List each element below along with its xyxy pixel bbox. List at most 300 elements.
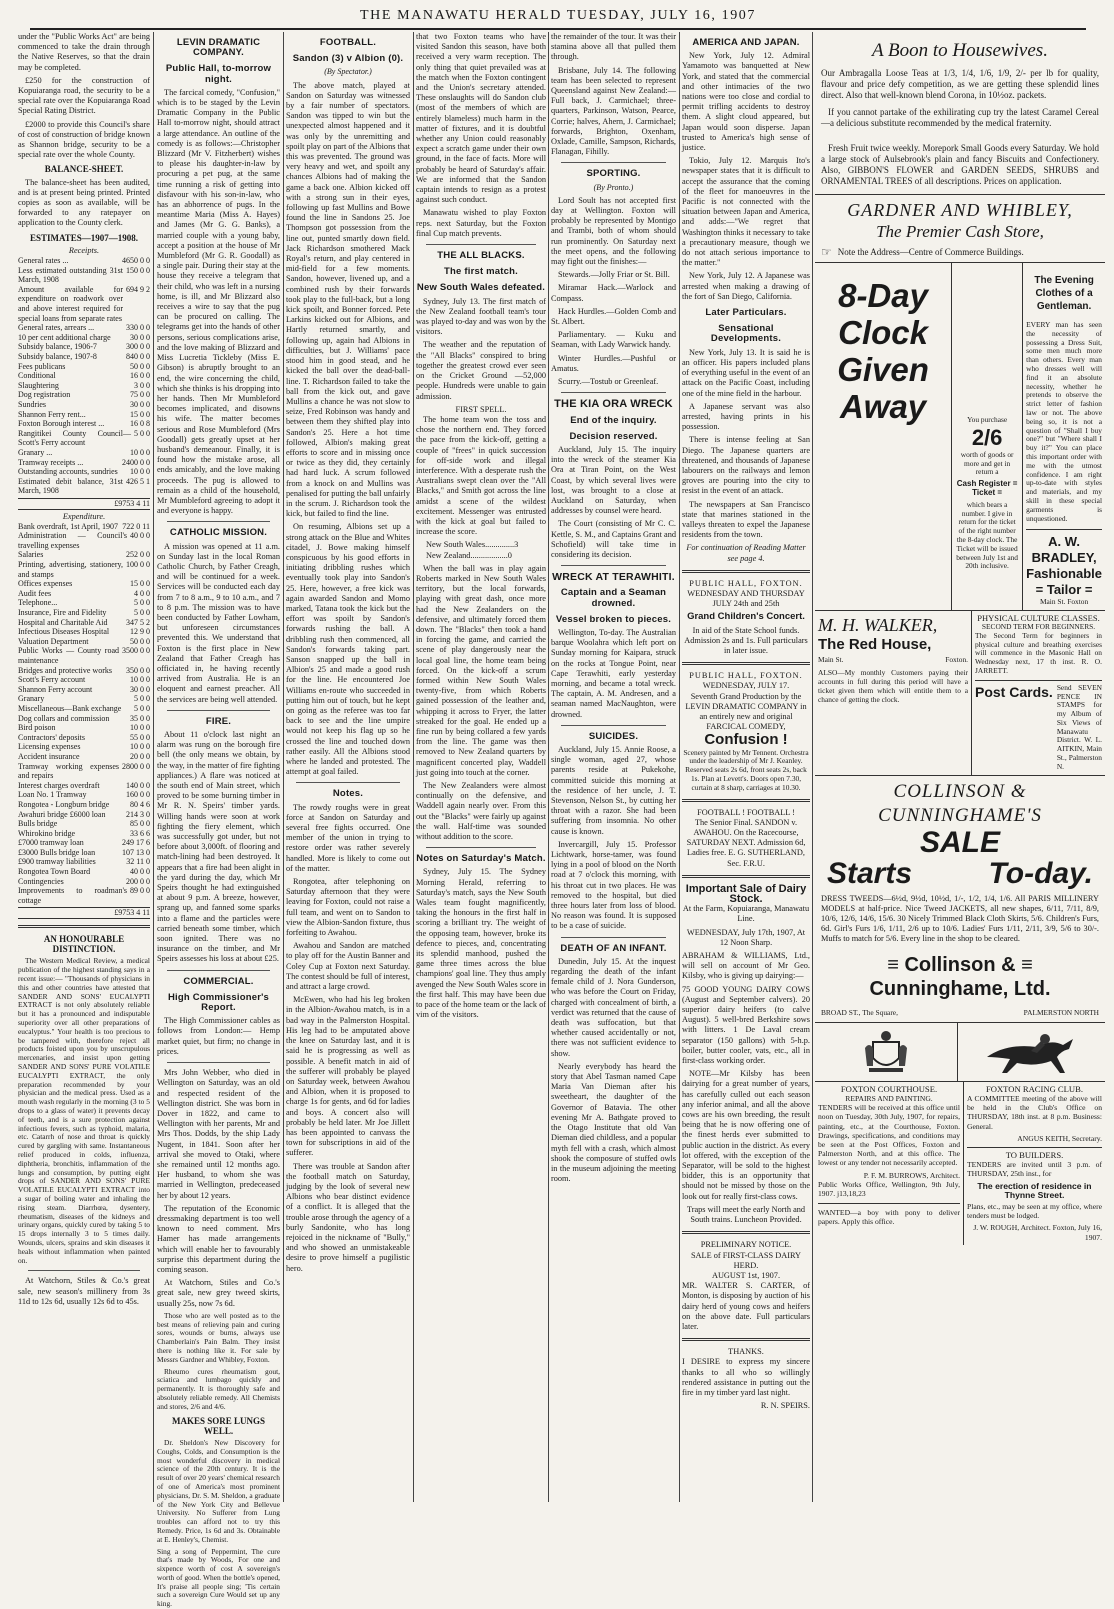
- paragraph: Hack Hurdles.—Golden Comb and St. Albert.: [551, 307, 676, 327]
- ad-title: Post Cards.: [975, 684, 1053, 772]
- table-row: [18, 458, 150, 468]
- row-amount: 55 0 0: [127, 733, 150, 743]
- row-amount: 30 0 0: [127, 333, 150, 343]
- ad-date: WEDNESDAY, JULY 17.: [682, 681, 810, 691]
- row-label: Rangitikei County Council—Scott's Ferry account: [18, 429, 131, 448]
- table-row: [18, 477, 150, 496]
- row-amount: 10 0 0: [127, 448, 150, 458]
- paragraph: At Watchorn, Stiles and Co.'s great sale, new grey tweed skirts, usually 25s, now 7s 6d.: [157, 1278, 280, 1309]
- row-label: Granary ...: [18, 448, 52, 458]
- table-row: [18, 531, 150, 550]
- row-amount: 100 0 0: [123, 560, 150, 579]
- paragraph: The above match, played at Sandon on Saturday was witnessed by a fair number of spectators. Sandon was tipped to win but the unexpected almost happened and it was only by the unremitting and spoilt play on part of the Albions that this was prevented. The ground was very heavy and wet, and spoilt any chances Albions had of making the game a back one. Albion kicked off with a strong sun in their eyes, following up fast Mullins and Bowe found the line in Sandons 25. Joe Thompson got possession from the line out, punted smartly down field. Jack Richardson smothered Mack Royal's return, and play centered in mid-field for a few moments. Sandon, however, livened up, and a combined rush by their forwards took play to the full-back, but a long kick spoilt, and Bonner forced. Pete Larkins kicked out for Albions, and Hartly returned smartly, and following up, again had Albions in difficulties, but J. Williams' pace stood him in good stead, and he kicked the ball over the dead-ball-line. T. Richardson failed to take the ball from the kick out, and gave Mullins a chance he was not slow to seize, Fred Robinson was handy and between them they shifted play into Sandon's 25. Here a hot time followed, Albion's making great efforts to score and in missing once or twice as they did, they certainly had hard luck. A scrum followed from a knock on and Mullins was penalised for putting the ball unfairly in the scrum. J. Richardson took the kick, but failed to find the line.: [286, 81, 410, 520]
- table-row: [18, 333, 150, 343]
- row-label: Salaries: [18, 550, 43, 560]
- section-subheading: High Commissioner's Report.: [157, 993, 280, 1013]
- score-line: New Zealand..................0: [416, 551, 546, 561]
- row-amount: 722 0 11: [119, 522, 150, 532]
- table-row: [18, 579, 150, 589]
- verse: Sing a song of Peppermint, The cure that's made by Woods, For one and sixpence worth of cost A sovereign's worth of good. When the bottle's opened, It's praise all people sing; 'Tis certain such a sovereign Cure Would set up any king.: [157, 1548, 280, 1609]
- row-label: Insurance, Fire and Fidelity: [18, 608, 106, 618]
- paragraph: The home team won the toss and chose the northern end. They forced the pace from the kick-off, getting a couple of "frees" in quick succession for off-side work and illegal interference. With a desperate rush the Australians swept clean over the "All Blacks," and Smith got across the line amidst a scene of the wildest excitement. Messenger was entrusted with the kick at goal but failed to increase the score.: [416, 415, 546, 537]
- ad-text: WANTED—a boy with pony to deliver papers. Apply this office.: [818, 1208, 960, 1226]
- row-label: Contingencies: [18, 877, 64, 887]
- table-row: [18, 410, 150, 420]
- section-subheading: Sensational Developments.: [682, 324, 810, 344]
- row-label: Shannon Ferry account: [18, 685, 92, 695]
- table-row: [18, 877, 150, 887]
- ad-text: Scenery painted by Mr Tennent. Orchestra under the leadership of Mr J. Keanley. Reserved seats 2s 6d, front seats 2s, back 1s. Plan at Levett's. Doors open 7.30, curtain at 8 sharp, carriages at 10.30.: [682, 749, 810, 793]
- address-line: [821, 1007, 1099, 1018]
- table-row: [18, 400, 150, 410]
- ad-builders: [967, 1147, 1102, 1242]
- ad-text: 75 GOOD YOUNG DAIRY COWS (August and September calvers). 20 superior dairy heifers (to calve August). 5 well-bred Berkshire sows with litters. 1 De Laval cream separator (150 gallons) with 5-h.p. boiler, butter cooler, vats, etc., all in first-class working order.: [682, 985, 810, 1067]
- paragraph: the remainder of the tour. It was their stamina above all that pulled them through.: [551, 32, 676, 63]
- table-row: [18, 714, 150, 724]
- ad-text: Main St. Foxton: [1026, 598, 1102, 607]
- row-amount: 249 17 6: [119, 838, 150, 848]
- ad-text: I DESIRE to express my sincere thanks to all who so willingly rendered assistance in putting out the fire in my timber yard last night.: [682, 1357, 810, 1398]
- section-heading: THE ALL BLACKS.: [416, 251, 546, 261]
- ad-text: The Senior Final. SANDON v. AWAHOU. On the Racecourse, SATURDAY NEXT. Admission 6d, Ladies free. E. G. SUTHERLAND, Sec. F.R.U.: [682, 818, 810, 869]
- paragraph: £2000 to provide this Council's share of cost of construction of bridge known as Shannon bridge, security to be a special rate over the whole County.: [18, 120, 150, 161]
- table-row: [18, 256, 150, 266]
- table-row: [18, 266, 150, 285]
- table-row: [18, 752, 150, 762]
- row-label: Dog collars and commission: [18, 714, 109, 724]
- ad-title: A. W. BRADLEY,: [1026, 534, 1102, 566]
- ad-date: AUGUST 1st, 1907.: [682, 1271, 810, 1281]
- row-amount: 300 0 0: [123, 342, 150, 352]
- row-amount: 15 0 0: [127, 579, 150, 589]
- price-value: 2/6: [955, 425, 1019, 451]
- paragraph: The farcical comedy, "Confusion," which is to be staged by the Levin Dramatic Company in the Public Hall to-morrow night, should attract a large attendance. An outline of the comedy is as follows:—Christopher Blizzard (Mr V. Fitzherbert) wishes to please his daughter-in-law by procuring a pet pug, at the same time running a risk of getting into disfavour with his son-in-law, who has an abhorrence of pugs. In the meantime Maria (Miss A. Hayes) and James (Mr G. G. Banks), a married couple with a young baby, accept a position at the house of Mr Mumbleford (Mr G. R. Goodall) as a single pair. During their stay at the house they receive a telegram that their child, who was left in a nursing home, is ill, and Mr Blizzard also receives a wire to say that the pug can be procured on calling. The telegrams get into the hands of other persons, serious complications arise, and the love making of Blizzard and Miss Lucretia Tickleby (Miss E. Gibson) is abruptly brought to an end, the wire concerning the child, which she thinks is his dropping into her hands. Then Mr Mumbleford becomes implicated, and disowns his wife. The matter becomes serious and Rose Mumbleford (Mrs Goodall) gets greatly upset at her husband's demeanour. Finally, it is found how the mistake arose, all ends amicably, and the love making proceeds. The pug is allowed to remain as a child of the household, Mr Mumbleford agreeing to adopt it and everyone is happy.: [157, 88, 280, 517]
- table-row: [18, 560, 150, 579]
- row-amount: 214 3 0: [123, 810, 150, 820]
- ad-evening-clothes: [1023, 263, 1105, 610]
- row-amount: 30 0 0: [127, 685, 150, 695]
- row-label: Bird poison: [18, 723, 56, 733]
- ad-text: In aid of the State School funds. Admission 2s and 1s. Full particulars in later issue.: [682, 626, 810, 657]
- paragraph: The Court (consisting of Mr C. C. Kettle, S. M., and Captains Grant and Schofield) will take time in considering its decision.: [551, 519, 676, 560]
- row-amount: 150 0 0: [123, 266, 150, 285]
- section-heading: COMMERCIAL.: [157, 977, 280, 987]
- ad-post-cards: [975, 680, 1102, 772]
- row-amount: 140 0 0: [123, 781, 150, 791]
- clock-title-line: 8-Day: [819, 277, 947, 314]
- row-amount: 426 5 1: [123, 477, 150, 496]
- table-row: [18, 618, 150, 628]
- table-row: [18, 342, 150, 352]
- column-4: [416, 32, 546, 1502]
- clock-title-line: Clock: [819, 314, 947, 351]
- row-label: Less estimated outstanding 31st March, 1908: [18, 266, 123, 285]
- section-subheading: Captain and a Seaman drowned.: [551, 588, 676, 608]
- row-amount: 75 0 0: [127, 390, 150, 400]
- paragraph: The New Zealanders were almost continually on the defensive, and Waddell again nearly over. From this out the "Blacks" were fairly up against the wall. Half-time was sounded without addition to the score.: [416, 781, 546, 842]
- ad-text: The Second Term for beginners in physical culture and breathing exercises will commence in the Masonic Hall on Wednesday next, 17 th inst. R. O. JARRETT.: [975, 632, 1102, 676]
- row-label: Whirokino bridge: [18, 829, 75, 839]
- row-amount: 10 0 0: [127, 742, 150, 752]
- row-amount: 20 0 0: [127, 752, 150, 762]
- row-label: £3000 Bulls bridge loan: [18, 848, 95, 858]
- row-label: Miscellaneous—Bank exchange: [18, 704, 121, 714]
- racehorse-icon: [958, 1023, 1105, 1081]
- ad-title: Starts: [827, 858, 912, 890]
- paragraph: Stewards.—Jolly Friar or St. Bill.: [551, 270, 676, 280]
- signature: ANGUS KEITH, Secretary.: [967, 1134, 1102, 1143]
- ad-heading: AN HONOURABLE DISTINCTION.: [18, 934, 150, 954]
- total-row: £9753 4 11: [18, 498, 150, 510]
- ad-title: FOXTON RACING CLUB.: [967, 1085, 1102, 1094]
- ad-date: WEDNESDAY, July 17th, 1907, At 12 Noon Sharp.: [682, 928, 810, 948]
- row-amount: 252 0 0: [123, 550, 150, 560]
- paragraph: Rongotea, after telephoning on Saturday afternoon that they were leaving for Foxton, could not raise a full team, and went on to Sandon to view the Albion-Sandon fixture, thus forfeiting to Awahou.: [286, 877, 410, 938]
- row-label: Public Works — County road maintenance: [18, 646, 119, 665]
- table-row: [18, 800, 150, 810]
- section-subheading: Vessel broken to pieces.: [551, 615, 676, 625]
- table-row: [18, 419, 150, 429]
- section-heading: ESTIMATES—1907—1908.: [18, 233, 150, 243]
- table-row: [18, 838, 150, 848]
- paragraph: Those who are well posted as to the best means of relieving pain and curing sores, wounds or burns, always use Chamberlain's Pain Balm. They insist there is nothing like it. For sale by Messrs Gardner and Whibley, Foxton.: [157, 1312, 280, 1365]
- ad-text: At the Farm, Kopuiaranga, Manawatu Line.: [682, 904, 810, 924]
- ad-title: M. H. WALKER,: [818, 614, 968, 636]
- row-label: Foxton Borough interest ...: [18, 419, 104, 429]
- ad-title: Important Sale of Dairy Stock.: [682, 884, 810, 904]
- row-amount: 85 0 0: [127, 819, 150, 829]
- paragraph: About 11 o'clock last night an alarm was rung on the borough fire bell (the only means we obtain, by the way, in the matter of fire fighting appliances.) A flare was noticed at the south end of Main street, which proved to be some burning timber in Mr R. N. Speirs' timber yards. Willing hands were soon at work fighting the fiery element, which was successfully got under, but not before about 3,000ft. of flooring and match-lining had been destroyed. It appears that a fire had been alight in the yard during the day, which Mr Speirs thought he had extinguished at about 9 p.m. A breeze, however, sprang up, and fanned some sparks into a flame and the particles were carried beneath some timber, which soon ignited. There was no insurance on the timber, and Mr Speirs assesses his loss at about £25.: [157, 730, 280, 965]
- signature: R. N. SPEIRS.: [682, 1401, 810, 1411]
- address-line: [818, 654, 968, 665]
- clock-title-line: Given: [819, 351, 947, 388]
- ad-bradley: [1026, 529, 1102, 607]
- pointing-hand-icon: ☞: [821, 247, 832, 258]
- table-row: [18, 467, 150, 477]
- row-amount: 80 4 6: [127, 800, 150, 810]
- ad-title: PHYSICAL CULTURE CLASSES.: [975, 614, 1102, 623]
- row-label: Awahuri bridge £6000 loan: [18, 810, 105, 820]
- paragraph: Dr. Sheldon's New Discovery for Coughs, Colds, and Consumption is the most wonderful discovery in medical science of the 20th century. It is the result of over 20 years' chemical research of one of America's most prominent physicians, Dr. S. M. Sheldon, a graduate of the New York City and Bellevue University. No Sufferer from Lung troubles can afford not to try this Remedy. Price, 1s 6d and 3s. Obtainable at E. Henley's, Chemist.: [157, 1439, 280, 1545]
- section-subheading: End of the inquiry.: [551, 416, 676, 426]
- row-amount: 50 0 0: [127, 362, 150, 372]
- row-label: Offices expenses: [18, 579, 72, 589]
- row-amount: 4 0 0: [131, 589, 150, 599]
- row-amount: 89 0 0: [127, 886, 150, 905]
- ad-title: = Tailor =: [1026, 582, 1102, 598]
- section-heading: AMERICA AND JAPAN.: [682, 38, 810, 48]
- paragraph: Awahou and Sandon are matched to play off for the Austin Banner and Coley Cup at Foxton next Saturday. The contest should be full of interest, and attract a large crowd.: [286, 941, 410, 992]
- ad-text: Plans, etc., may be seen at my office, where tenders must be lodged.: [967, 1202, 1102, 1220]
- column-rule: [679, 32, 680, 1502]
- ad-title: COLLINSON & CUNNINGHAME'S: [821, 780, 1099, 828]
- paragraph: On resuming, Albions set up a strong attack on the Blue and Whites citadel, J. Bowe making himself conspicuous by his good efforts in initiating dribbling rushes which eventually took play into Sandon's 25. Here, however, a free kick was again awarded Sandon and Momo marked, Tatana took the kick but the effort was spoilt by Sandon's forwards rushing the ball. A dribbling rush then commenced, all Sandon's forwards taking part. Sanson snapped up the ball in Albion's 25 and made a good rush for the line. He encountered Joe Williams en-route who succeeded in putting him out of touch, but he kept on going as the referee was too far back to see and the line umpire would not keep his flag up so he crossed the line and touched down rather easily. All the Albions stood where he landed and protested. The attempt at goal failed.: [286, 522, 410, 777]
- row-label: General rates, arrears ...: [18, 323, 94, 333]
- row-label: Subsidy balance, 1906-7: [18, 342, 97, 352]
- row-label: General rates ...: [18, 256, 68, 266]
- row-label: Bridges and protective works: [18, 666, 112, 676]
- row-label: Administration — Council's travelling expenses: [18, 531, 127, 550]
- row-label: Tramway working expenses and repairs: [18, 762, 119, 781]
- receipts-table: [18, 256, 150, 496]
- row-label: Rongotea - Longburn bridge: [18, 800, 109, 810]
- section-heading: THE KIA ORA WRECK: [551, 399, 676, 409]
- paragraph: Miramar Hack.—Warlock and Compass.: [551, 283, 676, 303]
- section-subheading: The first match.: [416, 267, 546, 277]
- section-heading: CATHOLIC MISSION.: [157, 528, 280, 538]
- ad-title: To-day.: [989, 858, 1093, 890]
- paragraph: that two Foxton teams who have visited Sandon this season, have both received a very warm reception. The only thing that quiet prevailed was at the match when the Foxton contingent and the Union's secretary attended. These onslaughts will do Sandon club (most of the members of which are entirely blameless) much harm in the matter of fixtures, and it is doubtful whether any Union could reasonably expect a scratch game under their own ground, in the face of facts. More will probably be heard of Saturday's affair. We are informed that the Sandon captain intends to resign as a protest against such conduct.: [416, 32, 546, 205]
- ad-courthouse: [815, 1082, 964, 1245]
- table-row: [18, 627, 150, 637]
- ad-text: Traps will meet the early North and South trains. Luncheon Provided.: [682, 1205, 810, 1225]
- ad-text: TENDERS will be received at this office until noon on Tuesday, 30th July, 1907, for repairs, painting, etc., at the Courthouse, Foxton. Drawings, specifications, and conditions may be seen at the Post Offices, Foxton and Palmerston North, and at this office. The lowest or any tender not necessarily accepted.: [818, 1103, 960, 1167]
- paragraph: New York, July 12. A Japanese was arrested when making a drawing of the fort of San Diego, California.: [682, 271, 810, 302]
- table-row: [18, 448, 150, 458]
- row-amount: 16 0 0: [127, 371, 150, 381]
- column-rule: [413, 32, 414, 1502]
- row-amount: 200 0 0: [123, 877, 150, 887]
- row-label: Printing, advertising, stationery, and stamps: [18, 560, 123, 579]
- row-amount: 5 0 0: [131, 429, 150, 448]
- expenditure-table: [18, 522, 150, 906]
- ad-text: You purchase: [955, 416, 1019, 425]
- address-line: [821, 247, 1099, 258]
- table-row: [18, 762, 150, 781]
- row-label: Tramway receipts ...: [18, 458, 83, 468]
- table-row: [18, 829, 150, 839]
- row-label: Audit fees: [18, 589, 51, 599]
- ad-title: Grand Children's Concert.: [682, 612, 810, 622]
- table-row: [18, 867, 150, 877]
- ad-clock-tailor: [815, 263, 1105, 611]
- ad-title-line: [821, 858, 1099, 890]
- column-3: [286, 32, 410, 1502]
- table-row: [18, 646, 150, 665]
- ad-title: FOXTON COURTHOUSE.: [818, 1085, 960, 1094]
- column-rule: [283, 32, 284, 1502]
- table-row: [18, 637, 150, 647]
- ad-text: Send SEVEN PENCE IN STAMPS for my Album of Six Views of Manawatu District. W. L. AITKIN, Main St., Palmerston N.: [1057, 684, 1102, 772]
- ad-wanted: [818, 1203, 960, 1226]
- column-rule: [548, 32, 549, 1502]
- ad-title: TO BUILDERS.: [967, 1151, 1102, 1160]
- ad-title: GARDNER AND WHIBLEY,: [821, 199, 1099, 221]
- paragraph: Wellington, To-day. The Australian barque Woolahra which left port on Sunday morning for Kaipara, struck on the rocks at Tongue Point, near Cape Terawhiti, early yesterday morning, and became a total wreck. The captain, A. M. Andresen, and a seaman named MacNaughton, were drowned.: [551, 628, 676, 720]
- row-label: Conditional: [18, 371, 56, 381]
- row-amount: 347 5 2: [123, 618, 150, 628]
- paragraph: Parliamentary. — Kuku and Seaman, with Lady Warwick handy.: [551, 330, 676, 350]
- section-heading: BALANCE-SHEET.: [18, 164, 150, 174]
- ad-collinson-sale: [815, 776, 1105, 1023]
- table-row: [18, 733, 150, 743]
- section-heading: Notes.: [286, 789, 410, 799]
- row-label: Sundries: [18, 400, 46, 410]
- row-amount: 50 0 0: [127, 637, 150, 647]
- row-amount: 5 0 0: [131, 694, 150, 704]
- masthead: THE MANAWATU HERALD TUESDAY, JULY 16, 1907: [30, 8, 1086, 30]
- table-row: [18, 371, 150, 381]
- paragraph: Auckland, July 15. Annie Roose, a single woman, aged 27, whose parents reside at Pukekohe, committed suicide this morning at the residence of her uncle, J. T. Stevenson, Nelson St., by cutting her throat with a razor. She had been suffering from insomnia. No other cause is known.: [551, 745, 676, 837]
- paragraph: Nearly everybody has heard the story that Abel Tasman named Cape Maria Van Dieman after his sweetheart, the daughter of the Governor of Batavia. The other evening Mr A. Bathgate proved to the Otago Institute that old Van Dieman died childless, and a popular myth fell with a crash, which almost shook the composure of stuffed owls in the museum adjoining the meeting room.: [551, 1062, 676, 1184]
- ad-text: BROAD ST., The Square,: [821, 1007, 898, 1018]
- ad-price: [952, 263, 1023, 610]
- paragraph: New York, July 12. Admiral Yamamoto was banquetted at New York, and stated that the commercial and other intimacies of the two nations were too close and cordial to permit trifling accidents to destroy them. A slight cloud appeared, but Japan would soon disperse. Japan trusted to America's high sense of justice.: [682, 51, 810, 153]
- row-amount: 3500 0 0: [119, 646, 150, 665]
- section-subheading: New South Wales defeated.: [416, 283, 546, 293]
- coat-of-arms-icon: [815, 1023, 958, 1081]
- paragraph: The rowdy roughs were in great force at Sandon on Saturday and several free fights occurred. One member of the union in trying to restore order was rather severely handled. More is likely to come out of the matter.: [286, 803, 410, 874]
- row-label: £7000 tramway loan: [18, 838, 84, 848]
- row-amount: 12 9 0: [127, 627, 150, 637]
- section-heading: Notes on Saturday's Match.: [416, 854, 546, 864]
- table-row: [18, 704, 150, 714]
- column-2: [157, 32, 280, 1502]
- row-label: Scott's Ferry account: [18, 675, 85, 685]
- ad-heading: THANKS.: [682, 1347, 810, 1357]
- row-label: Bulls bridge: [18, 819, 57, 829]
- table-row: [18, 685, 150, 695]
- row-amount: 35 0 0: [127, 714, 150, 724]
- row-amount: 3 0 0: [131, 381, 150, 391]
- clock-title: [819, 277, 947, 425]
- receipts-label: Receipts.: [18, 246, 150, 256]
- paragraph: A mission was opened at 11 a.m. on Sunday last in the local Roman Catholic Church, by Father Creagh, and will be continued for a week. Services will be conducted each day from 7 to 8 a.m., 9 to 10 a.m., and 7 to 8 p.m. The mission was to have been conducted by Father Lowham, but unforeseen circumstances prevented this. We understand that Foxton is the first place in New Zealand that Father Creagh has officiated in, he having recently arrived from Australia. He is an eloquent and earnest preacher. All the services are being well attended.: [157, 542, 280, 705]
- table-row: [18, 323, 150, 333]
- paragraph: Lord Soult has not accepted first day at Wellington. Foxton will probably be represented by Montigo and Trambi, both of whom should run prominently. On Saturday next the meet opens, and the following may fight out the finishes:—: [551, 196, 676, 267]
- table-row: [18, 362, 150, 372]
- paragraph: McEwen, who had his leg broken in the Albion-Awahou match, is in a bad way in the Palmerston Hospital. His leg had to be amputated above the knee on Saturday last, and it is said he is progressing as well as possible. A benefit match in aid of the sufferer will probably be played on Saturday week, between Awahou and Albion, when it is proposed to charge 1s for gents, and 6d for ladies and boys. A concert also will probably be held later. Mr Joe Jillett has been appointed to canvass the town for subscriptions in aid of the sufferer.: [286, 995, 410, 1158]
- table-row: [18, 694, 150, 704]
- paragraph: Rheumo cures rheumatism gout, sciatica and lumbago quickly and permanently. It is thoroughly safe and absolutely reliable remedy. All Chemists and stores, 2/6 and 4/6.: [157, 1368, 280, 1412]
- table-row: [18, 429, 150, 448]
- table-row: [18, 522, 150, 532]
- row-amount: 4650 0 0: [119, 256, 150, 266]
- paragraph: under the "Public Works Act" are being commenced to take the drain through the Native Reserves, so that the drain may be completed.: [18, 32, 150, 73]
- paragraph: Scurry.—Tostub or Greenleaf.: [551, 377, 676, 387]
- table-row: [18, 589, 150, 599]
- section-heading: FOOTBALL.: [286, 38, 410, 48]
- row-label: Estimated debit balance, 31st March, 1908: [18, 477, 123, 496]
- ad-title: The Red House,: [818, 636, 968, 654]
- ad-text: ABRAHAM & WILLIAMS, Ltd., will sell on account of Mr Geo. Kilsby, who is giving up dairying:—: [682, 951, 810, 982]
- section-subheading: Public Hall, to-morrow night.: [157, 64, 280, 84]
- ad-text: worth of goods or more and get in return a: [955, 451, 1019, 477]
- section-subheading: Decision reserved.: [551, 432, 676, 442]
- row-amount: 5 0 0: [131, 608, 150, 618]
- signature: P. F. M. BURROWS, Architect.: [818, 1171, 960, 1180]
- ad-walker-row: [815, 611, 1105, 776]
- ad-tea: [815, 32, 1105, 195]
- continuation-note: For continuation of Reading Matter see page 4.: [682, 543, 810, 563]
- paragraph: Sydney, July 15. The Sydney Morning Herald, referring to Saturday's match, says the New South Wales team fought magnificently, taking the honours in the first half in scoring a brilliant try. The weight of the opposing team, however, broke its defence to pieces, and, concentrating its splendid manhood, pushed the game three times across the blue champions' goal line. They thus amply avenged the New South Wales score in the first half. This may have been due to pace of the home team or the lack of vim of the visitors.: [416, 867, 546, 1020]
- table-row: [18, 810, 150, 820]
- ad-text: NOTE—Mr Kilsby has been dairying for a great number of years, has carefully culled out each season any inferior animal, and all the above cows are his own breeding, the result being that he is now offering one of the finest herds ever submitted to public auction in the district. As every lot offered, with the exception of the Separator, will be sold to the highest bidder, this is an opportunity that should not be missed by those on the look out for really first-class cows.: [682, 1069, 810, 1202]
- paragraph: Manawatu wished to play Foxton reps. next Saturday, but the Foxton final Cup match prevents.: [416, 208, 546, 239]
- row-label: £900 tramway liabilities: [18, 857, 96, 867]
- paragraph: When the ball was in play again Roberts marked in New South Wales territory, but the local forwards, playing with great dash, once more had the New Zealanders on the defensive, and ultimately forced them down. The "Blacks" then took a hand in forcing the game, and carried the scene of play dangerously near the local goal line, the home team being forced. On the kick-off a scrum formed within New South Wales twenty-five, from which Roberts gained possession of the leather and, whipping it across to Fryer, the latter streaked for the goal. He ended up a fine run by being collared a few yards from the line. The game was then removed to New Zealand quarters by magnificent concerted play, Waddell just going into touch at the corner.: [416, 564, 546, 778]
- paragraph: The Western Medical Review, a medical publication of the highest standing says in a recent issue:— "Thousands of physicians in this and other countries have attested that SANDER AND SONS' EUCALYPTI EXTRACT is not only absolutely reliable but it has a pronounced and indisputable superiority over all other preparations of eucalyptus." Your health is too precious to be tampered with, therefore reject all products foisted upon you by unscrupulous mercenaries, and insist upon getting SANDER AND SONS' PURE VOLATILE EUCALYPTI EXTRACT, the only preparation recommended by your physician and the medical press. Used as a mouth wash regularly in the morning (3 to 5 drops to a glass of water) it prevents decay of teeth, and is a sure protection against infectious fevers, such as typhoid, malaria, etc. Catarrh of nose and throat is quickly cured by gargling with same. Instantaneous relief produced in colds, influenza, diphtheria, bronchitis, inflammation of the lungs and consumption, by putting eight drops of SANDER AND SONS' PURE VOLATILE EUCALYPTI EXTRACT into a sugar of boiling water and inhaling the rising steam. Diarrhœa, dysentery, rheumatism, diseases of the kidneys and urinary organs, quickly cured by taking 5 to 15 drops internally 3 to 5 times daily. Wounds, ulcers, sprains and skin diseases it heals without inflammation when painted on.: [18, 957, 150, 1265]
- column-rule: [153, 32, 154, 1502]
- row-amount: 694 9 2: [123, 285, 150, 323]
- byline: (By Pronto.): [551, 183, 676, 193]
- row-label: Slaughtering: [18, 381, 59, 391]
- row-amount: 5 0 0: [131, 704, 150, 714]
- ad-text: Public Works Office, Wellington, 9th July, 1907. j13,18,23: [818, 1180, 960, 1198]
- column-7-advertisements: [815, 32, 1105, 1502]
- ad-heading: FOOTBALL ! FOOTBALL !: [682, 808, 810, 818]
- paragraph: Brisbane, July 14. The following team has been selected to represent Queensland against New Zealand:—Full back, J. Carmichael; three-quarters, Parkinson, Watson, Pearce, Corrie; halves, Ahern, J. Carmichael; forwards, Brighton, Oxenham, Oxlade, Camille, Sampson, Richards, Flanagan, Fihilly.: [551, 66, 676, 158]
- row-label: Telephone...: [18, 598, 57, 608]
- ad-text: A COMMITTEE meeting of the above will be held in the Club's Office on THURSDAY, 18th inst. at 8 p.m. Business: General.: [967, 1094, 1102, 1131]
- ad-title: The Evening Clothes of a Gentleman.: [1026, 274, 1102, 313]
- paragraph: There was trouble at Sandon after the football match on Saturday, judging by the look of several new Albions who bear distinct evidence of a conflict. It is alleged that the trouble arose through the agency of a burly Sandonite, who has long rejoiced in the nickname of "Bully," and who showed an unmistakeable desire to prove himself a pugilistic hero.: [286, 1162, 410, 1274]
- row-amount: 15 0 0: [127, 410, 150, 420]
- section-heading: LEVIN DRAMATIC COMPANY.: [157, 38, 280, 58]
- table-row: [18, 390, 150, 400]
- ad-text: which bears a number. I give in return for the ticket of the right number the 8-day clock. The Ticket will be issued between July 1st and 20th inclusive.: [955, 501, 1019, 571]
- row-amount: 16 0 8: [127, 419, 150, 429]
- row-amount: 10 0 0: [127, 723, 150, 733]
- row-amount: 160 0 0: [123, 790, 150, 800]
- row-amount: 32 11 0: [123, 857, 150, 867]
- paragraph: Auckland, July 15. The inquiry into the wreck of the steamer Kia Ora at Tiran Point, on the West Coast, by which several lives were lost, was brought to a close at Auckland on Saturday, when addresses by counsel were heard.: [551, 445, 676, 516]
- row-label: Licensing expenses: [18, 742, 80, 752]
- section-subheading: Sandon (3) v Albion (0).: [286, 54, 410, 64]
- table-row: [18, 675, 150, 685]
- row-amount: 350 0 0: [123, 666, 150, 676]
- ad-title: A Boon to Housewives.: [821, 40, 1099, 62]
- paragraph: There is intense feeling at San Diego. The Japanese quarters are threatened, and thousands of Japanese labourers on the railways and lemon groves are pouring into the city to resist in the event of an attack.: [682, 435, 810, 496]
- ad-text: Foxton.: [945, 654, 968, 665]
- total-row: £9753 4 11: [18, 907, 150, 919]
- signature: J. W. ROUGH, Architect. Foxton, July 16, 1907.: [967, 1223, 1102, 1241]
- table-row: [18, 848, 150, 858]
- row-label: 10 per cent additional charge: [18, 333, 111, 343]
- row-label: Shannon Ferry rent...: [18, 410, 86, 420]
- ad-text: Seventh Grand Production by the LEVIN DRAMATIC COMPANY in an entirely new and original FARCICAL COMEDY,: [682, 692, 810, 733]
- table-row: [18, 608, 150, 618]
- section-heading: WRECK AT TERAWHITI.: [551, 572, 676, 582]
- table-row: [18, 886, 150, 905]
- table-row: [18, 285, 150, 323]
- row-label: Valuation Department: [18, 637, 88, 647]
- ad-title: SALE: [821, 828, 1099, 858]
- row-label: Amount available for expenditure on roadwork over and above interest required for special loans from separate rates: [18, 285, 123, 323]
- row-label: Contractors' deposits: [18, 733, 85, 743]
- ad-title: SALE of FIRST-CLASS DAIRY HERD.: [682, 1251, 810, 1271]
- ad-racing-builders: [964, 1082, 1105, 1245]
- ad-text: EVERY man has seen the necessity of possessing a Dress Suit, some men much more than others. Every man who dresses well will find it an absolute necessity, whether he pretends to observe the strict letter of fashion law or not. The above being so, it is not a question of "Shall I buy one?" but "Where shall I buy it?" You can place this important order with me with the utmost confidence. I am right up-to-date with styles and materials, and my skill in these special garments is unquestioned.: [1026, 321, 1102, 523]
- row-amount: 40 0 0: [127, 867, 150, 877]
- clock-title-line: Away: [819, 388, 947, 425]
- score-line: New South Wales..............3: [416, 540, 546, 550]
- section-subheading: Later Particulars.: [682, 308, 810, 318]
- paragraph: The weather and the reputation of the "All Blacks" conspired to bring together the greatest crowd ever seen on the Cricket Ground —52,000 people. Hundreds were unable to gain admission.: [416, 340, 546, 401]
- ad-heading: PUBLIC HALL, FOXTON.: [682, 671, 810, 681]
- row-amount: 40 0 0: [127, 531, 150, 550]
- paragraph: The newspapers at San Francisco state that marines stationed in the valleys threaten to expel the Japanese residents from the town.: [682, 500, 810, 541]
- table-row: [18, 381, 150, 391]
- ad-gardner-whibley: [815, 195, 1105, 263]
- paragraph: Dunedin, July 15. At the inquest regarding the death of the infant female child of J. Nora Gunderson, who was before the Court on Friday, charged with concealment of birth, a verdict was returned that the cause of death was suffocation, but that whether caused accidentally or not, there was not sufficient evidence to show.: [551, 957, 676, 1059]
- ad-text: MR. WALTER S. CARTER, of Monton, is disposing by auction of his dairy herd of young cows and heifers on the above date. Full particulars later.: [682, 1281, 810, 1332]
- row-label: Outstanding accounts, sundries: [18, 467, 118, 477]
- row-amount: 330 0 0: [123, 323, 150, 333]
- ad-date: WEDNESDAY AND THURSDAY JULY 24th and 25th: [682, 589, 810, 609]
- ad-text: If you cannot partake of the exhilirating cup try the latest Caramel Cereal—a delicious substitute recommended by the medical fraternity.: [821, 107, 1099, 129]
- section-heading: FIRE.: [157, 717, 280, 727]
